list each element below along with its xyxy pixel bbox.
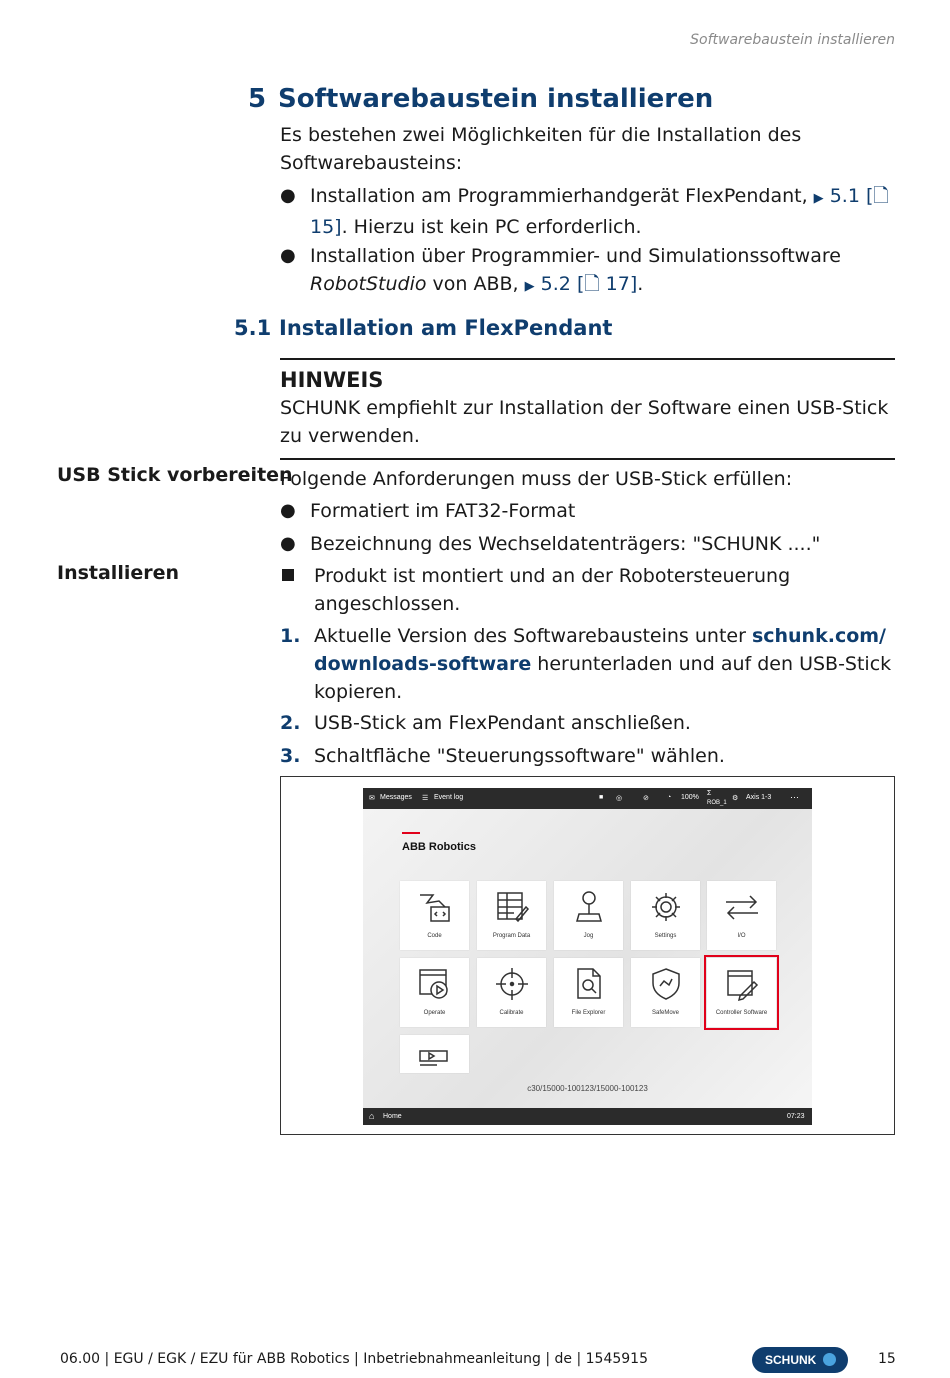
stop-icon[interactable]: ■ <box>599 794 604 801</box>
mode-icon[interactable]: ◎ <box>616 795 623 802</box>
axis-icon[interactable]: ⚙ <box>732 795 739 802</box>
controller-software-icon <box>724 966 760 1002</box>
motor-icon[interactable]: ⊘ <box>643 795 649 802</box>
bullet-icon: ● <box>280 533 296 554</box>
speed-value[interactable]: 100% <box>681 794 699 801</box>
step-item: 2. USB-Stick am FlexPendant anschließen. <box>280 712 691 734</box>
code-icon <box>417 889 453 925</box>
messages-button[interactable]: Messages <box>380 794 412 801</box>
hint-title: HINWEIS <box>280 368 384 392</box>
more-menu-icon[interactable]: ⋯ <box>790 792 799 802</box>
requirement-item: ● Formatiert im FAT32-Format <box>280 497 895 525</box>
footer-text: 06.00 | EGU / EGK / EZU für ABB Robotics | Inbetriebnahmeanleitung | de | 1545915 <box>60 1351 648 1367</box>
gear-icon <box>648 889 684 925</box>
tile-io[interactable]: I/O <box>707 881 776 950</box>
option-item: ● Installation über Programmier- und Simulationssoftware RobotStudio von ABB, ▶ 5.2 [🗋 17]. <box>280 242 895 301</box>
joystick-icon <box>571 889 607 925</box>
io-arrows-icon <box>724 889 760 925</box>
subsection-heading <box>234 316 612 340</box>
tile-program-data[interactable]: Program Data <box>477 881 546 950</box>
tile-code[interactable]: Code <box>400 881 469 950</box>
tile-settings[interactable]: Settings <box>631 881 700 950</box>
section-title: Softwarebaustein installieren <box>278 84 714 114</box>
axis-selector[interactable]: Axis 1-3 <box>746 794 772 801</box>
bullet-icon: ● <box>280 245 296 266</box>
tile-controller-software[interactable]: Controller Software <box>707 958 776 1027</box>
section-number: 5 <box>248 84 267 114</box>
arrow-right-icon: ▶ <box>813 191 824 206</box>
requirement-item: ● Bezeichnung des Wechseldatenträgers: "SCHUNK ...." <box>280 530 895 558</box>
top-bar <box>363 788 812 809</box>
logo-swirl-icon <box>823 1353 836 1366</box>
crosshair-icon <box>494 966 530 1002</box>
bullet-icon: ● <box>280 185 296 206</box>
home-button[interactable]: Home <box>383 1113 402 1120</box>
tile-remote[interactable] <box>400 1035 469 1073</box>
subsection-number: 5.1 <box>234 316 272 340</box>
arrow-right-icon: ▶ <box>524 279 535 294</box>
flexpendant-screen <box>363 788 812 1125</box>
program-data-icon <box>494 889 530 925</box>
brand-title: ABB Robotics <box>402 841 476 853</box>
square-bullet-icon <box>282 569 294 581</box>
tile-operate[interactable]: Operate <box>400 958 469 1027</box>
section-heading <box>248 84 713 114</box>
bullet-icon: ● <box>280 500 296 521</box>
tile-calibrate[interactable]: Calibrate <box>477 958 546 1027</box>
download-link[interactable]: schunk.com/ downloads-software <box>314 625 886 675</box>
intro-paragraph: Es bestehen zwei Möglichkeiten für die Installation des Softwarebausteins: <box>280 124 802 174</box>
robot-selector[interactable]: Σ <box>707 790 712 797</box>
messages-icon[interactable]: ✉ <box>369 795 375 802</box>
usb-intro: Folgende Anforderungen muss der USB-Stick erfüllen: <box>280 468 793 490</box>
usb-side-label: USB Stick vorbereiten <box>57 464 293 486</box>
step-item: 3. Schaltfläche "Steuerungssoftware" wählen. <box>280 745 725 767</box>
hint-box <box>280 358 895 460</box>
page-number: 15 <box>878 1351 896 1367</box>
event-log-button[interactable]: Event log <box>434 794 464 801</box>
remote-app-icon <box>417 1043 453 1071</box>
bottom-bar <box>363 1108 812 1125</box>
schunk-logo: SCHUNK <box>752 1347 848 1373</box>
step-item: 1. Aktuelle Version des Softwarebausteins unter schunk.com/ downloads-software herunterladen und auf den USB-Stick kopieren. <box>280 625 892 703</box>
subsection-title: Installation am FlexPendant <box>279 316 613 340</box>
speed-icon[interactable]: ◔ <box>667 794 672 801</box>
robot-name[interactable]: ROB_1 <box>707 800 727 806</box>
cross-reference-link[interactable]: ▶ 5.1 [🗋 15] <box>310 185 889 238</box>
install-side-label: Installieren <box>57 562 180 584</box>
controller-path: c30/15000-100123/15000-100123 <box>527 1084 648 1093</box>
operate-icon <box>417 966 453 1002</box>
tile-jog[interactable]: Jog <box>554 881 623 950</box>
event-log-icon[interactable]: ☰ <box>422 795 429 802</box>
running-header: Softwarebaustein installieren <box>690 32 895 48</box>
file-search-icon <box>571 966 607 1002</box>
cross-reference-link[interactable]: ▶ 5.2 [🗋 17] <box>524 273 638 295</box>
option-item: ● Installation am Programmierhandgerät FlexPendant, ▶ 5.1 [🗋 15]. Hierzu ist kein PC erforderlich. <box>280 182 895 241</box>
flexpendant-screenshot <box>280 776 895 1135</box>
shield-icon <box>648 966 684 1002</box>
precondition-item: Produkt ist montiert und an der Robotersteuerung angeschlossen. <box>280 562 895 618</box>
tile-file-explorer[interactable]: File Explorer <box>554 958 623 1027</box>
tile-safemove[interactable]: SafeMove <box>631 958 700 1027</box>
clock: 07:23 <box>787 1113 805 1120</box>
hint-text: SCHUNK empfiehlt zur Installation der Software einen USB-Stick zu verwenden. <box>280 397 889 447</box>
home-icon[interactable]: ⌂ <box>369 1111 375 1121</box>
brand-accent <box>402 832 420 834</box>
